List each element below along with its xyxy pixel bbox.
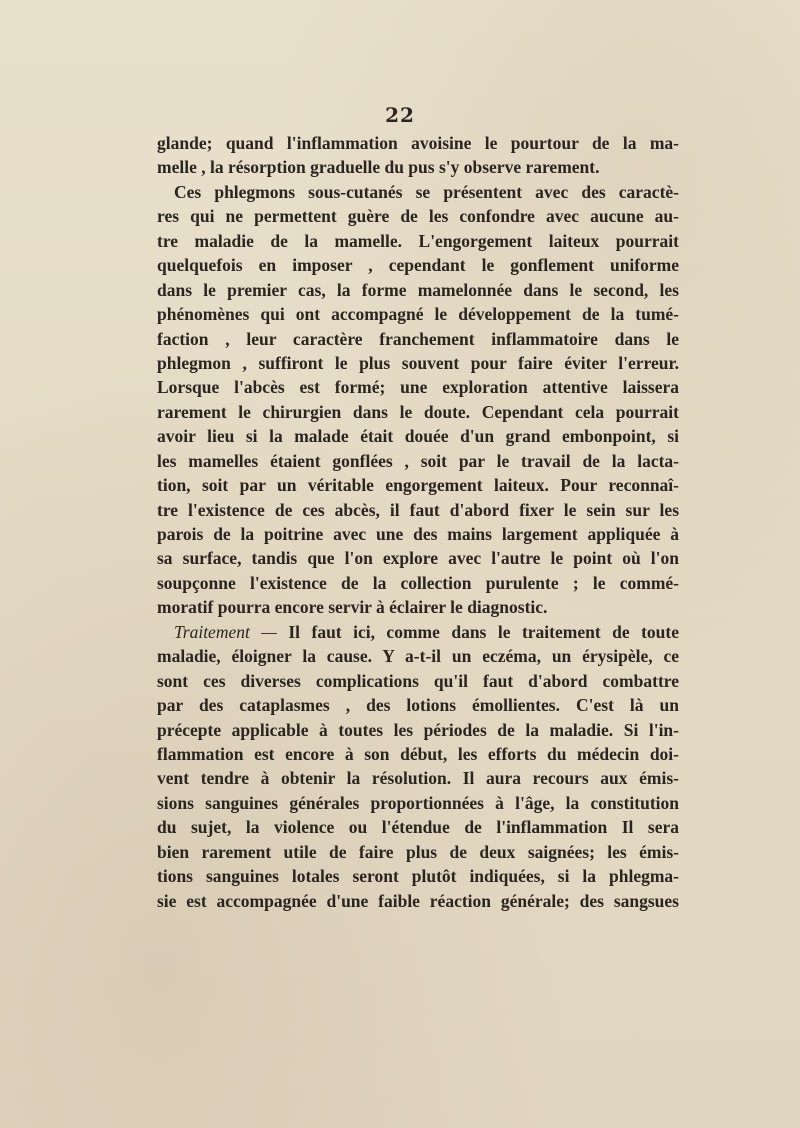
text-line: avoir lieu si la malade était douée d'un grand embonpoint, si [157, 426, 679, 447]
text-line: les mamelles étaient gonflées , soit par le travail de la lacta- [157, 450, 679, 471]
text-line: du sujet, la violence ou l'étendue de l'inflammation Il sera [157, 817, 679, 838]
text-line: flammation est encore à son début, les efforts du médecin doi- [157, 743, 679, 764]
text-line: parois de la poitrine avec une des mains largement appliquée à [157, 524, 679, 544]
text-line: dans le premier cas, la forme mamelonnée dans le second, les [157, 279, 679, 300]
text-line: sa surface, tandis que l'on explore avec l'autre le point où l'on [157, 548, 679, 569]
text-line: moratif pourra encore servir à éclairer le diagnostic. [157, 597, 548, 618]
text-line: par des cataplasmes , des lotions émollientes. C'est là un [157, 695, 679, 716]
text-line: tre l'existence de ces abcès, il faut d'abord fixer le sein sur les [157, 499, 679, 520]
text-line: tre maladie de la mamelle. L'engorgement laiteux pourrait [157, 230, 679, 251]
page-number: 22 [385, 103, 415, 127]
text-line: Ces phlegmons sous-cutanés se présentent avec des caractè- [174, 181, 679, 202]
text-line: tion, soit par un véritable engorgement laiteux. Pour reconnaî- [157, 475, 679, 496]
text-line: glande; quand l'inflammation avoisine le pourtour de la ma- [157, 133, 679, 153]
text-line: sont ces diverses complications qu'il faut d'abord combattre [157, 670, 679, 691]
text-line: res qui ne permettent guère de les confondre avec aucune au- [157, 206, 679, 227]
text-line: maladie, éloigner la cause. Y a-t-il un eczéma, un érysipèle, ce [157, 646, 679, 667]
text-line: melle , la résorption graduelle du pus s'y observe rarement. [157, 157, 600, 178]
treatment-heading: Traitement — [174, 621, 277, 642]
text-line: précepte applicable à toutes les périodes de la maladie. Si l'in- [157, 719, 679, 740]
treatment-first-line-text: Il faut ici, comme dans le traitement de toute [276, 621, 679, 642]
text-line: quelquefois en imposer , cependant le gonflement uniforme [157, 255, 679, 276]
body-text [157, 131, 679, 913]
text-line: sie est accompagnée d'une faible réaction générale; des sangsues [157, 890, 679, 911]
text-line: sions sanguines générales proportionnées à l'âge, la constitution [157, 792, 679, 813]
text-line: faction , leur caractère franchement inflammatoire dans le [157, 328, 679, 349]
treatment-first-line [157, 620, 679, 644]
text-line: soupçonne l'existence de la collection purulente ; le commé- [157, 572, 679, 593]
text-line: tions sanguines lotales seront plutôt indiquées, si la phlegma- [157, 866, 679, 887]
text-line: vent tendre à obtenir la résolution. Il aura recours aux émis- [157, 768, 679, 789]
text-line: phlegmon , suffiront le plus souvent pour faire éviter l'erreur. [157, 352, 679, 373]
text-line: phénomènes qui ont accompagné le développement de la tumé- [157, 304, 679, 325]
text-line: rarement le chirurgien dans le doute. Cependant cela pourrait [157, 401, 679, 422]
text-line: Lorsque l'abcès est formé; une exploration attentive laissera [157, 377, 679, 398]
text-line: bien rarement utile de faire plus de deux saignées; les émis- [157, 841, 679, 862]
